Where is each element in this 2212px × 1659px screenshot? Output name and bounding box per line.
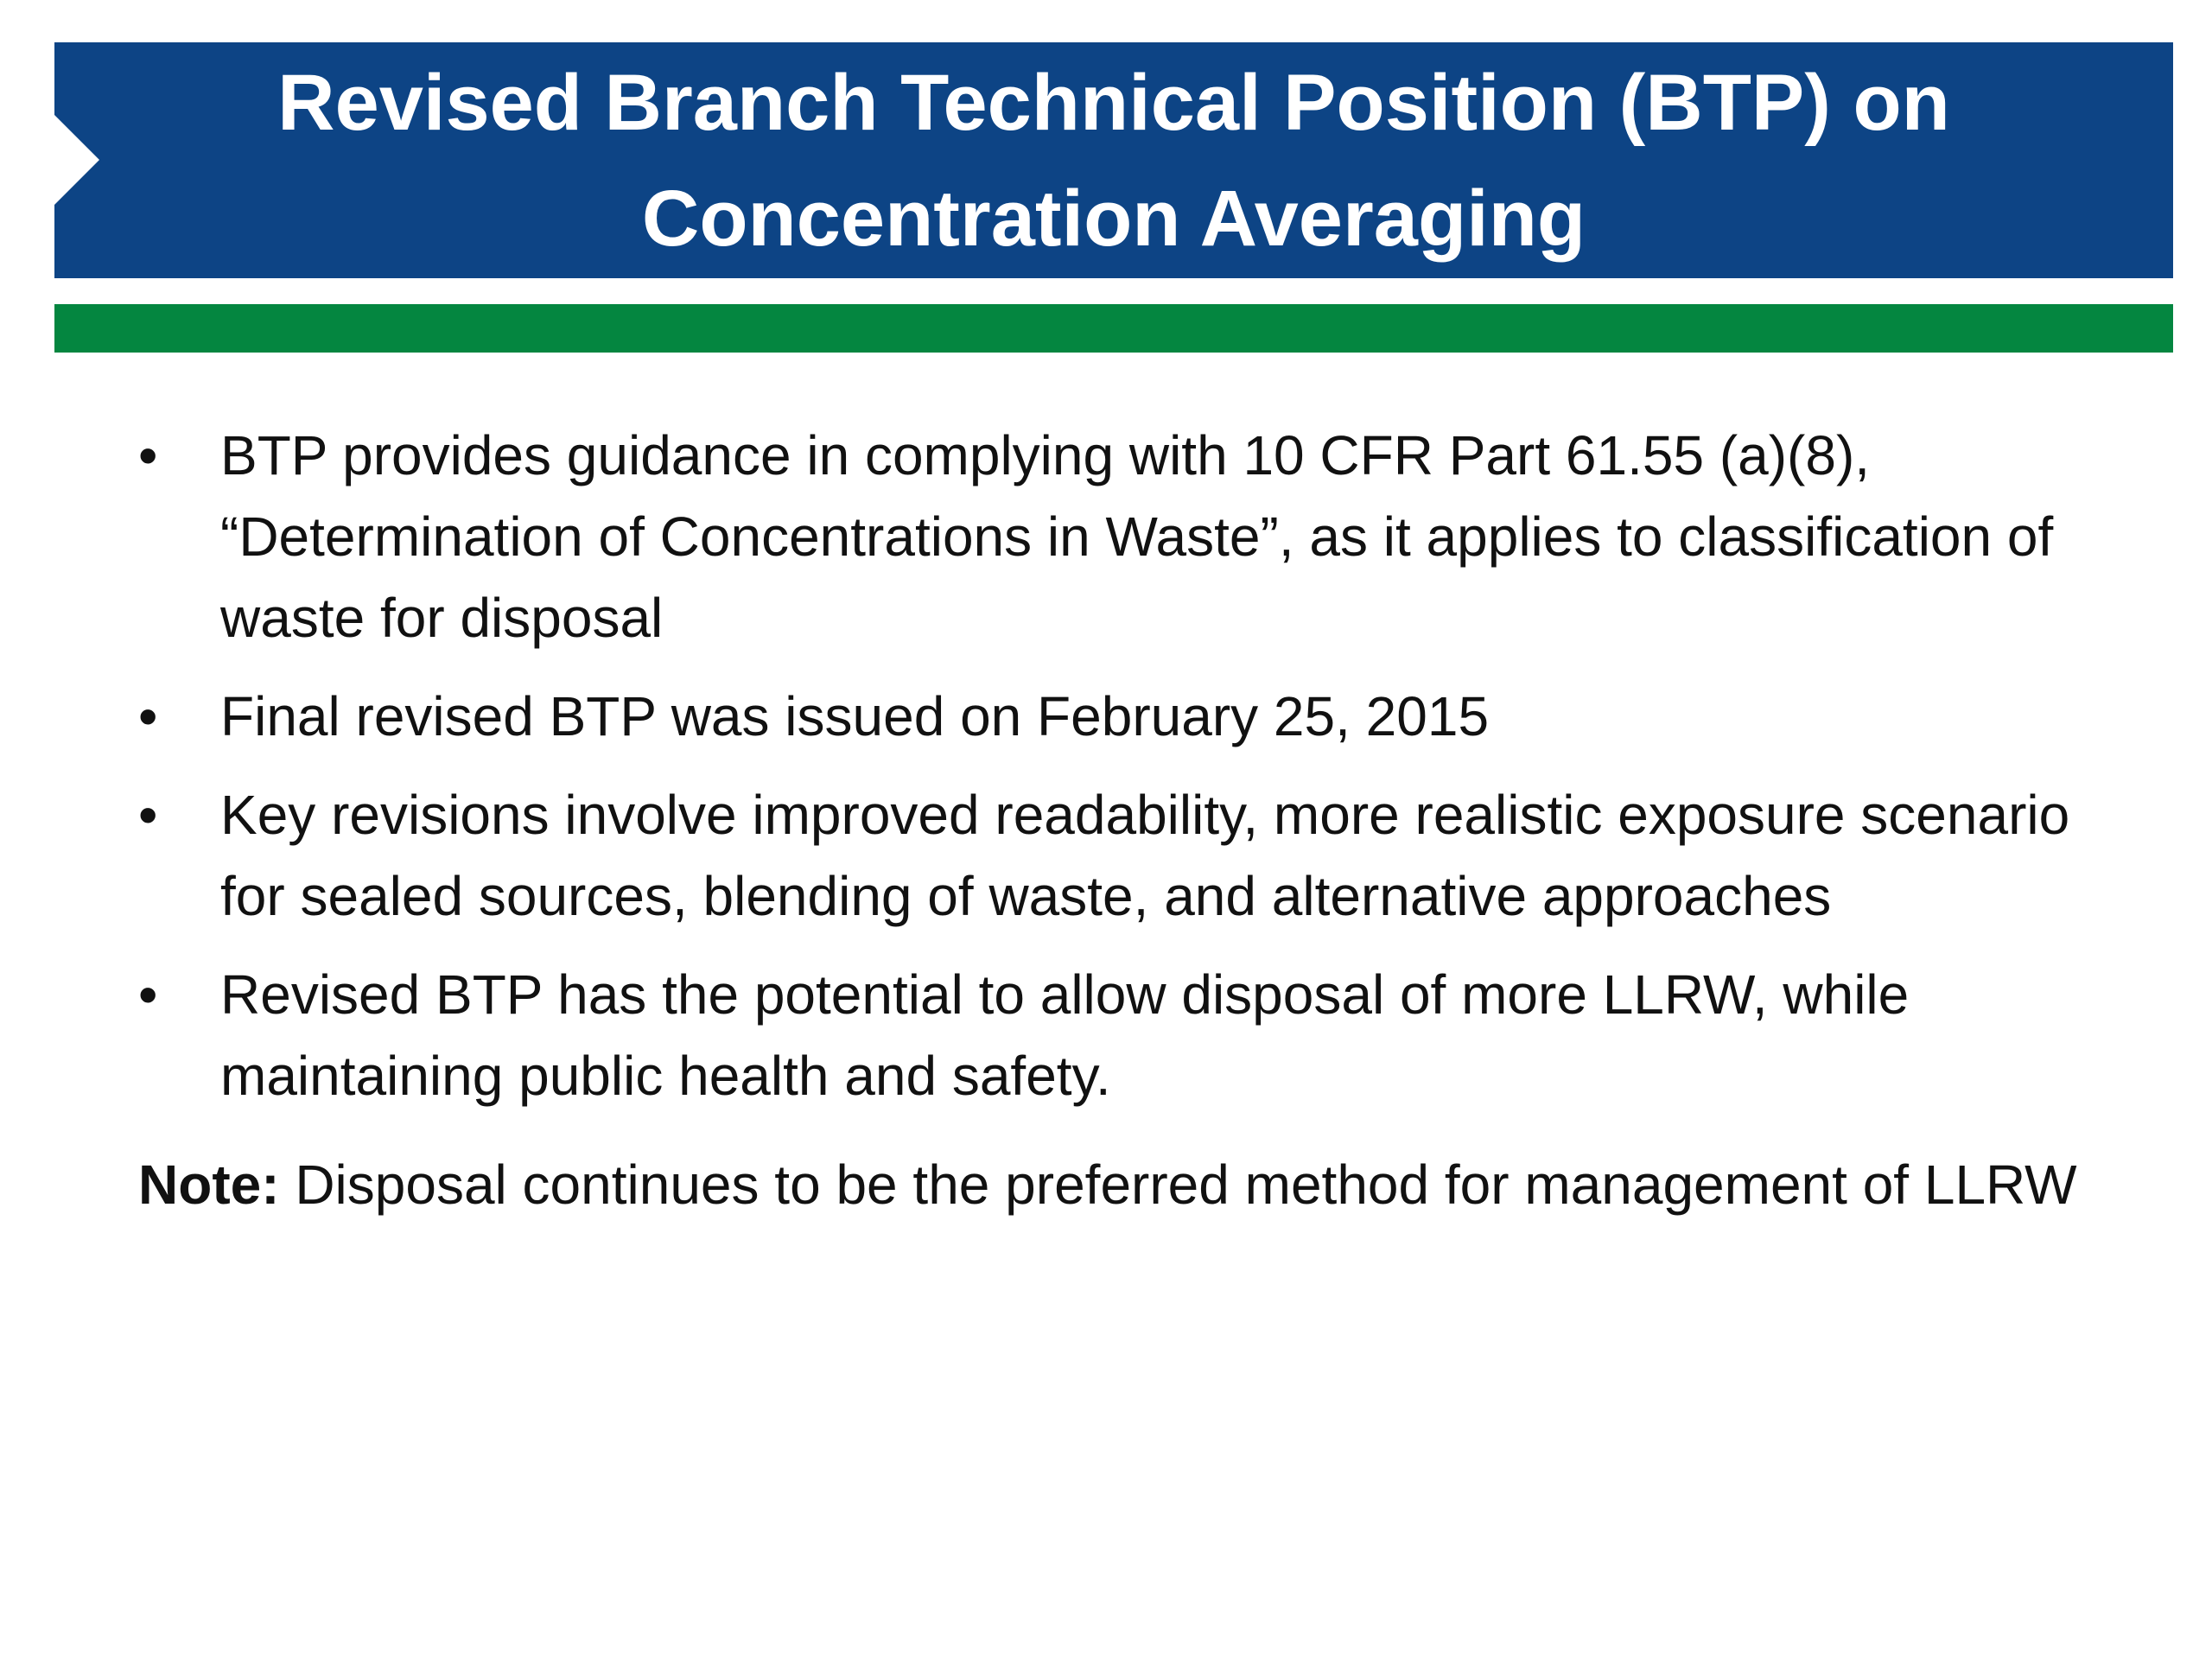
bullet-marker: • [138,424,158,486]
bullet-marker: • [138,963,158,1026]
title-banner [54,42,2173,278]
slide-title-line-2: Concentration Averaging [641,174,1586,263]
bullet-marker: • [138,784,158,846]
bullet-item [138,676,2126,757]
slide-title-line-1: Revised Branch Technical Position (BTP) on [277,58,1950,147]
bullet-text: Revised BTP has the potential to allow disposal of more LLRW, while maintaining public health and safety. [220,963,1910,1107]
note-text: Disposal continues to be the preferred method for management of LLRW [279,1154,2077,1216]
bullet-item [138,415,2126,658]
bullet-text: BTP provides guidance in complying with 10 CFR Part 61.55 (a)(8), “Determination of Concentrations in Waste”, as it applies to classification of waste for disposal [220,424,2054,649]
note-label: Note: [138,1154,280,1216]
slide-body [138,415,2126,1225]
bullet-marker: • [138,685,158,747]
bullet-item [138,774,2126,937]
banner-notch [54,115,99,205]
bullet-item [138,954,2126,1116]
bullet-list [138,415,2126,1116]
note-paragraph [138,1144,2108,1225]
bullet-text: Key revisions involve improved readability, more realistic exposure scenario for sealed sources, blending of waste, and alternative approaches [220,784,2070,927]
bullet-text: Final revised BTP was issued on February 25, 2015 [220,685,1490,747]
accent-bar [54,304,2173,353]
